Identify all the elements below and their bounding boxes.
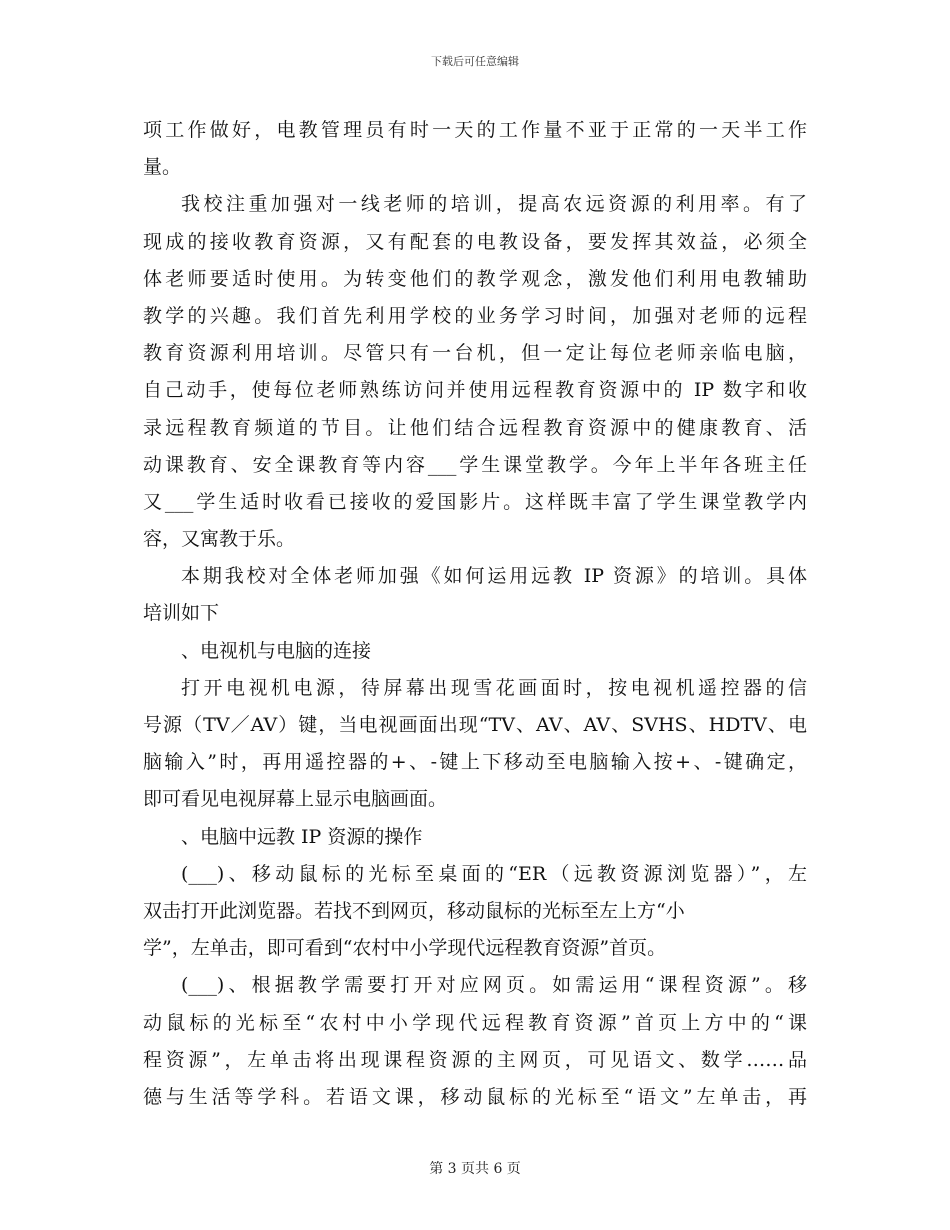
text-line: (___)、移动鼠标的光标至桌面的“ER（远教资源浏览器）”，左 [181,862,807,885]
text-line: 本期我校对全体老师加强《如何运用远教 IP 资源》的培训。具体 [181,565,807,588]
text-line: 动鼠标的光标至“农村中小学现代远程教育资源”首页上方中的“课 [143,1011,807,1034]
text-line: 即可看见电视屏幕上显示电脑画面。 [143,788,448,811]
text-line: 号源（TV／AV）键，当电视画面出现“TV、AV、AV、SVHS、HDTV、电 [143,714,807,736]
text-line: 自己动手，使每位老师熟练访问并使用远程教育资源中的 IP 数字和收 [143,379,807,402]
text-line: 又___学生适时收看已接收的爱国影片。这样既丰富了学生课堂教学内 [143,490,807,513]
page-footer: 第 3 页共 6 页 [429,1161,521,1177]
text-line: 教学的兴趣。我们首先利用学校的业务学习时间，加强对老师的远程 [143,304,807,327]
text-line: 脑输入”时，再用遥控器的+、-键上下移动至电脑输入按+、-键确定， [143,751,807,774]
text-line: 学”，左单击，即可看到“农村中小学现代远程教育资源”首页。 [143,937,667,960]
text-line: 量。 [143,156,182,179]
text-line: 、电脑中远教 IP 资源的操作 [181,825,423,848]
text-line: 容，又寓教于乐。 [143,528,296,551]
text-line: 德与生活等学科。若语文课，移动鼠标的光标至“语文”左单击，再 [143,1085,807,1108]
text-line: 动课教育、安全课教育等内容___学生课堂教学。今年上半年各班主任 [143,453,807,476]
text-line: 录远程教育频道的节目。让他们结合远程教育资源中的健康教育、活 [143,416,807,439]
text-line: 培训如下 [143,602,220,625]
text-line: 打开电视机电源，待屏幕出现雪花画面时，按电视机遥控器的信 [181,676,807,699]
text-line: 项工作做好，电教管理员有时一天的工作量不亚于正常的一天半工作 [143,119,807,141]
text-line: 现成的接收教育资源，又有配套的电教设备，要发挥其效益，必须全 [143,230,807,253]
text-line: (___)、根据教学需要打开对应网页。如需运用“课程资源”。移 [181,974,807,997]
page-header: 下载后可任意编辑 [431,55,519,68]
text-line: 我校注重加强对一线老师的培训，提高农远资源的利用率。有了 [181,193,807,216]
text-line: 双击打开此浏览器。若找不到网页，移动鼠标的光标至左上方“小 [143,899,685,922]
text-line: 体老师要适时使用。为转变他们的教学观念，激发他们利用电教辅助 [143,267,807,290]
text-line: 、电视机与电脑的连接 [181,639,372,662]
text-line: 教育资源利用培训。尽管只有一台机，但一定让每位老师亲临电脑， [143,342,807,365]
text-line: 程资源”，左单击将出现课程资源的主网页，可见语文、数学……品 [143,1048,807,1071]
document-body [143,112,807,1116]
